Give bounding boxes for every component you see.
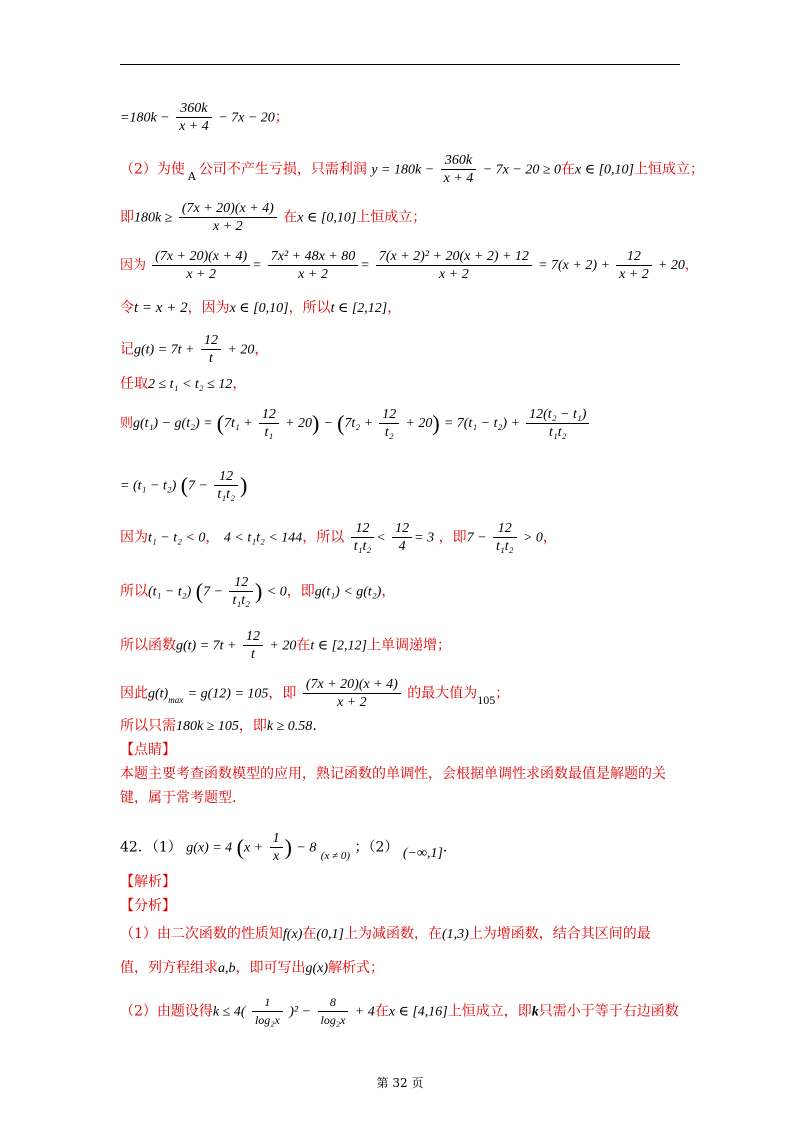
breakdown-heading: 【分析】: [120, 898, 176, 914]
line-11: 所以(t₁ − t₂) (7 − $\frac{12}{\text{t₁t₂}}$ ) < 0，即g(t₁) < g(t₂)，: [120, 575, 396, 608]
line-8: 则g(t₁) − g(t₂) = (7t₁ + $\frac{12}{\text{t₁}}$ + 20) − (7t₂ + $\frac{12}{\text{t₂}}$ + 20) = 7(t₁ − t₂) + $\frac{\text{12(t₂ − t₁)}}{\text{t₁t₂}}$: [120, 406, 700, 441]
comment-heading: 【点睛】: [120, 742, 176, 758]
line-7: 任取2 ≤ t₁ < t₂ ≤ 12，: [120, 376, 247, 392]
line-3: 即180k ≥ $\frac{(7x + 20)(x + 4)}{x + 2}$ 在x ∈ [0,10]上恒成立；: [120, 201, 427, 234]
line-9: = (t₁ − t₂) (7 − $\frac{12}{\text{t₁t₂}}$ ): [120, 469, 248, 502]
fraction: $\frac{360k}{x + 4}$: [176, 100, 212, 135]
line-14: 所以只需180k ≥ 105，即k ≥ 0.58.: [120, 718, 317, 734]
line-6: 记g(t) = 7t + $\frac{12}{t}$ + 20，: [120, 333, 269, 366]
analysis-line-1: （1）由二次函数的性质知f(x)在(0,1]上为减函数，在(1,3)上为增函数，结合其区间的最: [120, 926, 651, 942]
analysis-line-2: 值，列方程组求a,b，即可写出g(x)解析式；: [120, 960, 385, 976]
page-number: 第 32 页: [376, 1076, 424, 1090]
header-rule: [120, 64, 680, 65]
line-13: 因此$g(t)_{max} = g(12) = 105$，即 $\frac{(7x + 20)(x + 4)}{x + 2}$ 的最大值为105；: [120, 677, 510, 710]
line-10: 因为t₁ − t₂ < 0， 4 < t₁t₂ < 144，所以 $\frac{12}{\text{t₁t₂}}$ < $\frac{12}{4}$ = 3 ，即7 − $\frac{12}{\text{t₁t₂}}$ > 0，: [120, 521, 557, 554]
comment-text-1: 本题主要考查函数模型的应用，熟记函数的单调性，会根据单调性求函数最值是解题的关: [120, 766, 666, 782]
line-1: =180k − $\frac{360k}{x + 4}$ − 7x − 20；: [120, 101, 289, 134]
line-2: （2）为使 $_A$ 公司不产生亏损，只需利润 y = 180k − $\frac{360k}{x + 4}$ − 7x − 20 ≥ 0在x ∈ [0,10]上恒成立；: [120, 153, 705, 186]
analysis-line-3: （2）由题设得k ≤ 4( $\frac{1}{\text{log₂x}}$ )² − $\frac{8}{\text{log₂x}}$ + 4在x ∈ [4,16]上恒成立，即k只需小于等于右边函数: [120, 995, 679, 1027]
analysis-heading: 【解析】: [120, 874, 176, 890]
comment-text-2: 键，属于常考题型.: [120, 790, 237, 806]
line-5: 令t = x + 2，因为x ∈ [0,10]，所以t ∈ [2,12]，: [120, 300, 402, 316]
q42-answer: 42．（1） g(x) = 4 (x + $\frac{1}{x}$ ) − 8 $_{(x \ne 0)}$ ；（2） (−∞,1].: [120, 831, 448, 864]
line-12: 所以函数g(t) = 7t + $\frac{12}{t}$ + 20在t ∈ [2,12]上单调递增；: [120, 629, 452, 662]
line-4: 因为 $\frac{(7x + 20)(x + 4)}{x + 2}$ = $\frac{\text{7x² + 48x + 80}}{x + 2}$ = $\frac{\text{7(x + 2)² + 20(x + 2) + 12}}{x + 2}$ = 7(x + 2) + $\frac{12}{x + 2}$ + 20，: [120, 249, 698, 282]
